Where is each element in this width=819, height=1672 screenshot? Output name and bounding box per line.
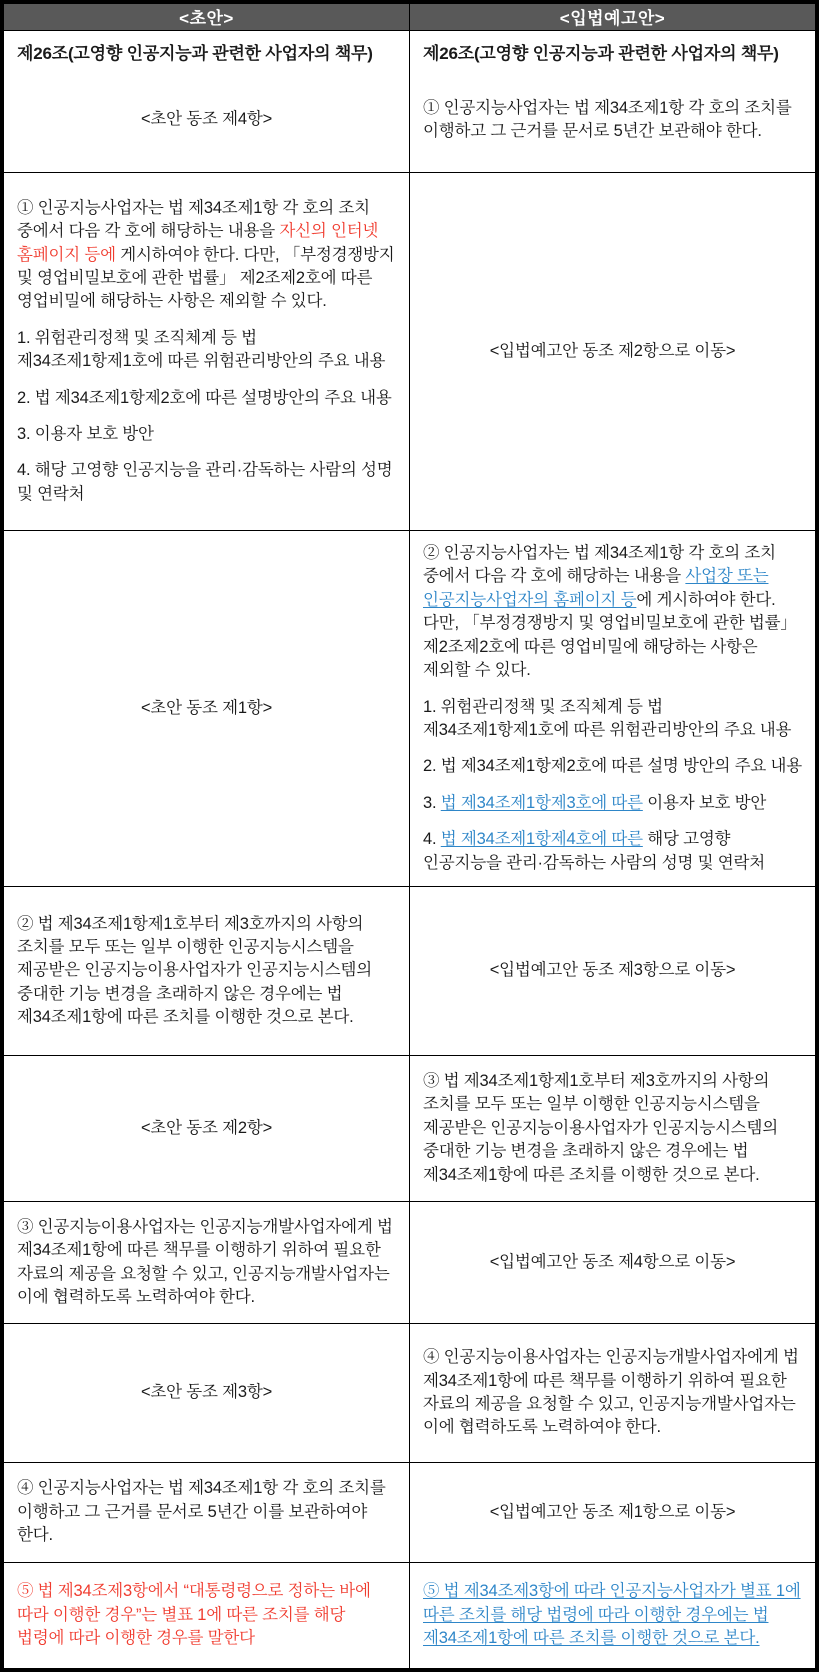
table-row [4, 1056, 816, 1202]
table-row [4, 31, 816, 173]
cell-content [4, 31, 409, 172]
cell-content [4, 531, 409, 886]
moved-note: <입법예고안 동조 제1항으로 이동> [489, 1502, 736, 1521]
paragraph [17, 423, 396, 446]
text-segment: 3. [423, 793, 441, 812]
cell-left-row4 [4, 887, 410, 1056]
cell-content [410, 1202, 815, 1323]
paragraph [423, 792, 802, 815]
cell-content [4, 887, 409, 1055]
cell-content [4, 1202, 409, 1323]
header-draft: <초안> [4, 4, 410, 31]
paragraph [423, 696, 802, 743]
paragraph [17, 1477, 396, 1547]
text-segment: ④ 인공지능이용사업자는 인공지능개발사업자에게 법 제34조제1항에 따른 책무를 이행하기 위하여 필요한 자료의 제공을 요청할 수 있고, 인공지능개발사업자는 이에 협력하도록 노력하여야 한다. [423, 1348, 799, 1437]
cell-content [410, 1463, 815, 1562]
link-text[interactable]: 법 제34조제1항제4호에 따른 [440, 830, 643, 849]
cell-rest [423, 79, 802, 161]
link-text[interactable]: 법 제34조제1항제3호에 따른 [440, 793, 643, 812]
paragraph [17, 327, 396, 374]
paragraph [423, 1070, 802, 1187]
table-row [4, 173, 816, 531]
cell-content [4, 173, 409, 530]
moved-note: <초안 동조 제2항> [140, 1118, 273, 1137]
cell-left-row2 [4, 173, 410, 531]
cell-left-row1 [4, 31, 410, 173]
moved-note: <초안 동조 제3항> [140, 1383, 273, 1402]
text-segment: 2. 법 제34조제1항제2호에 따른 설명 방안의 주요 내용 [423, 757, 802, 776]
cell-right-row5 [410, 1056, 816, 1202]
paragraph [423, 755, 802, 778]
cell-right-row6 [410, 1202, 816, 1324]
text-segment: 이용자 보호 방안 [642, 793, 767, 812]
cell-content [410, 31, 815, 172]
cell-content [410, 1563, 815, 1668]
table-row [4, 1563, 816, 1669]
cell-left-row3 [4, 531, 410, 887]
table-row [4, 1202, 816, 1324]
emphasized-red-text: 자신의 인터넷 홈페이지 등에 [17, 222, 379, 264]
moved-note: <입법예고안 동조 제4항으로 이동> [489, 1252, 736, 1271]
table-row [4, 1463, 816, 1563]
cell-left-row9 [4, 1563, 410, 1669]
cell-content [4, 1324, 409, 1462]
moved-note: <초안 동조 제1항> [140, 698, 273, 717]
cell-content [410, 173, 815, 530]
text-segment: ③ 인공지능이용사업자는 인공지능개발사업자에게 법 제34조제1항에 따른 책무를 이행하기 위하여 필요한 자료의 제공을 요청할 수 있고, 인공지능개발사업자는 이에 협력하도록 노력하여야 한다. [17, 1217, 393, 1306]
paragraph [423, 828, 802, 875]
text-segment: 1. 위험관리정책 및 조직체계 등 법 제34조제1항제1호에 따른 위험관리방안의 주요 내용 [17, 328, 386, 371]
cell-left-row7 [4, 1324, 410, 1463]
table-body [4, 31, 816, 1669]
cell-right-row9 [410, 1563, 816, 1669]
text-segment: 게시하여야 한다. 다만, 「부정경쟁방지 및 영업비밀보호에 관한 법률」 제2조제2호에 따른 영업비밀에 해당하는 사항은 제외할 수 있다. [17, 245, 395, 311]
paragraph [17, 1216, 396, 1310]
paragraph [423, 97, 802, 144]
text-segment: ② 인공지능사업자는 법 제34조제1항 각 호의 조치 중에서 다음 각 호에 해당하는 내용을 [423, 544, 776, 586]
cell-content [4, 1463, 409, 1562]
cell-left-row8 [4, 1463, 410, 1563]
paragraph [423, 1580, 802, 1650]
text-segment: ③ 법 제34조제1항제1호부터 제3호까지의 사항의 조치를 모두 또는 일부 이행한 인공지능시스템을 제공받은 인공지능이용사업자가 인공지능시스템의 중대한 기능 변경을 초래하지 않은 경우에는 법 제34조제1항에 따른 조치를 이행한 것으로 본다. [423, 1072, 779, 1184]
link-text[interactable]: 사업장 또는 인공지능사업자의 홈페이지 등 [423, 567, 769, 609]
cell-content [410, 887, 815, 1055]
cell-right-row1 [410, 31, 816, 173]
paragraph [423, 542, 802, 683]
comparison-table [3, 3, 816, 1669]
paragraph [17, 197, 396, 314]
paragraph [423, 1346, 802, 1440]
cell-right-row4 [410, 887, 816, 1056]
cell-right-row2 [410, 173, 816, 531]
text-segment: 2. 법 제34조제1항제2호에 따른 설명방안의 주요 내용 [17, 388, 392, 407]
cell-right-row8 [410, 1463, 816, 1563]
table-row [4, 531, 816, 887]
moved-note: <입법예고안 동조 제2항으로 이동> [489, 341, 736, 360]
table-row [4, 887, 816, 1056]
moved-note: <초안 동조 제4항> [140, 110, 273, 129]
cell-right-row7 [410, 1324, 816, 1463]
text-segment: 1. 위험관리정책 및 조직체계 등 법 제34조제1항제1호에 따른 위험관리방안의 주요 내용 [423, 697, 792, 739]
cell-left-row5 [4, 1056, 410, 1202]
text-segment: 4. [423, 830, 441, 849]
cell-content [410, 1324, 815, 1462]
text-segment: ④ 인공지능사업자는 법 제34조제1항 각 호의 조치를 이행하고 그 근거를 문서로 5년간 이를 보관하여야 한다. [17, 1479, 386, 1545]
text-segment: 에 게시하여야 한다. 다만, 「부정경쟁방지 및 영업비밀보호에 관한 법률」 제2조제2호에 따른 영업비밀에 해당하는 사항은 제외할 수 있다. [423, 590, 797, 680]
cell-content [4, 1563, 409, 1668]
article-title: 제26조(고영향 인공지능과 관련한 사업자의 책무) [423, 44, 779, 63]
paragraph [17, 1580, 396, 1650]
text-segment: 3. 이용자 보호 방안 [17, 425, 154, 444]
cell-rest [17, 79, 396, 161]
text-segment: ① 인공지능사업자는 법 제34조제1항 각 호의 조치 중에서 다음 각 호에 해당하는 내용을 [17, 198, 370, 241]
text-segment: 해당 고영향 인공지능을 관리·감독하는 사람의 성명 및 연락처 [423, 830, 765, 872]
cell-right-row3 [410, 531, 816, 887]
cell-content [410, 1056, 815, 1201]
emphasized-red-text: ⑤ 법 제34조제3항에서 “대통령령으로 정하는 바에 따라 이행한 경우”는 별표 1에 따른 조치를 해당 법령에 따라 이행한 경우를 말한다 [17, 1582, 371, 1648]
text-segment: ① 인공지능사업자는 법 제34조제1항 각 호의 조치를 이행하고 그 근거를 문서로 5년간 보관해야 한다. [423, 98, 792, 141]
table-row [4, 1324, 816, 1463]
cell-content [4, 1056, 409, 1201]
paragraph [17, 387, 396, 410]
header-legislative-notice: <입법예고안> [410, 4, 816, 31]
header-row [4, 4, 816, 31]
text-segment: 4. 해당 고영향 인공지능을 관리·감독하는 사람의 성명 및 연락처 [17, 461, 393, 503]
cell-content [410, 531, 815, 886]
article-title: 제26조(고영향 인공지능과 관련한 사업자의 책무) [17, 44, 373, 63]
moved-note: <입법예고안 동조 제3항으로 이동> [489, 961, 736, 980]
text-segment: ② 법 제34조제1항제1호부터 제3호까지의 사항의 조치를 모두 또는 일부 이행한 인공지능시스템을 제공받은 인공지능이용사업자가 인공지능시스템의 중대한 기능 변경을 초래하지 않은 경우에는 법 제34조제1항에 따른 조치를 이행한 것으로 본다. [17, 914, 373, 1027]
link-text[interactable]: ⑤ 법 제34조제3항에 따라 인공지능사업자가 별표 1에 따른 조치를 해당 법령에 따라 이행한 경우에는 법 제34조제1항에 따른 조치를 이행한 것으로 본다. [423, 1582, 801, 1648]
cell-left-row6 [4, 1202, 410, 1324]
paragraph [17, 913, 396, 1030]
paragraph [17, 459, 396, 506]
